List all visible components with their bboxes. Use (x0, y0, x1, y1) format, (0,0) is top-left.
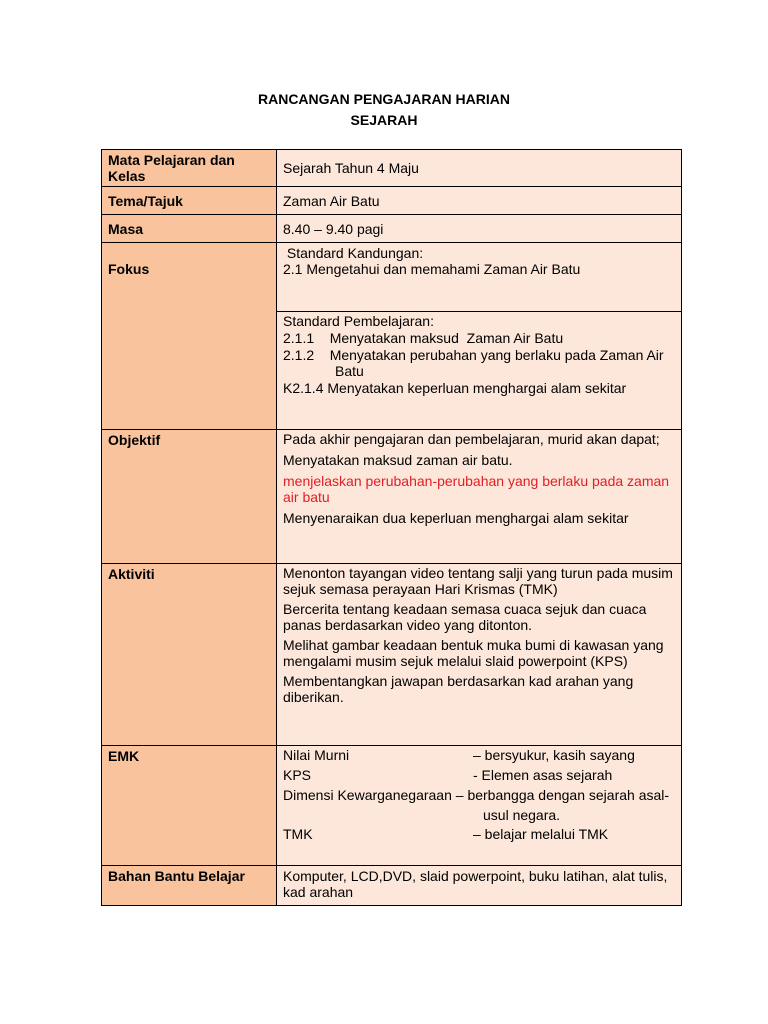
page-title: RANCANGAN PENGAJARAN HARIAN (257, 91, 510, 107)
table-row (102, 243, 682, 312)
table-row (102, 746, 682, 866)
label-bahan: Bahan Bantu Belajar (102, 866, 277, 906)
label-masa: Masa (102, 215, 277, 243)
fokus-sp-item: 2.1.2 Menyatakan perubahan yang berlaku pada Zaman Air (283, 347, 664, 363)
objektif-intro: Pada akhir pengajaran dan pembelajaran, murid akan dapat; (283, 431, 660, 447)
value-mata-pelajaran: Sejarah Tahun 4 Maju (277, 150, 682, 187)
table-row (102, 150, 682, 187)
fokus-sp-item: 2.1.1 Menyatakan maksud Zaman Air Batu (283, 330, 564, 346)
value-fokus-sk (277, 243, 682, 312)
emk-tmk (283, 826, 675, 842)
fokus-sk-item: 2.1 Mengetahui dan memahami Zaman Air Batu (283, 261, 581, 277)
objektif-item: menjelaskan perubahan-perubahan yang berlaku pada zaman air batu (283, 473, 670, 505)
emk-kps-value: - Elemen asas sejarah (473, 767, 613, 783)
emk-nilai-key: Nilai Murni (283, 747, 350, 763)
fokus-sp-heading: Standard Pembelajaran: (283, 313, 434, 329)
table-row (102, 866, 682, 906)
objektif-item: Menyatakan maksud zaman air batu. (283, 452, 513, 468)
aktiviti-item: Melihat gambar keadaan bentuk muka bumi di kawasan yang mengalami musim sejuk melalui slaid powerpoint (KPS) (283, 637, 664, 669)
fokus-sk-heading: Standard Kandungan: (283, 245, 424, 261)
table-row (102, 215, 682, 243)
label-fokus: Fokus (102, 243, 277, 430)
emk-nilai (283, 747, 675, 763)
label-emk: EMK (102, 746, 277, 866)
emk-kps (283, 767, 675, 783)
emk-kps-key: KPS (283, 767, 312, 783)
value-tema: Zaman Air Batu (277, 187, 682, 215)
value-objektif (277, 430, 682, 564)
aktiviti-item: Membentangkan jawapan berdasarkan kad arahan yang diberikan. (283, 673, 634, 705)
table-row (102, 564, 682, 746)
emk-dimensi: Dimensi Kewarganegaraan – berbangga dengan sejarah asal- (283, 787, 670, 803)
emk-tmk-value: – belajar melalui TMK (473, 826, 609, 842)
emk-nilai-value: – bersyukur, kasih sayang (473, 747, 635, 763)
fokus-sp-item: Batu (335, 363, 364, 379)
value-emk (277, 746, 682, 866)
label-tema: Tema/Tajuk (102, 187, 277, 215)
label-objektif: Objektif (102, 430, 277, 564)
lesson-plan-table (101, 149, 682, 906)
objektif-item: Menyenaraikan dua keperluan menghargai alam sekitar (283, 510, 629, 526)
emk-dimensi-cont: usul negara. (483, 807, 561, 823)
value-fokus-sp (277, 312, 682, 430)
label-aktiviti: Aktiviti (102, 564, 277, 746)
page-subtitle: SEJARAH (350, 112, 418, 128)
fokus-sp-item: K2.1.4 Menyatakan keperluan menghargai alam sekitar (283, 380, 627, 396)
aktiviti-item: Bercerita tentang keadaan semasa cuaca sejuk dan cuaca panas berdasarkan video yang ditonton. (283, 601, 647, 633)
table-row (102, 430, 682, 564)
aktiviti-item: Menonton tayangan video tentang salji yang turun pada musim sejuk semasa perayaan Hari Krismas (TMK) (283, 565, 673, 597)
emk-tmk-key: TMK (283, 826, 313, 842)
value-bahan: Komputer, LCD,DVD, slaid powerpoint, buku latihan, alat tulis, kad arahan (277, 866, 682, 906)
label-mata-pelajaran: Mata Pelajaran dan Kelas (102, 150, 277, 187)
table-row (102, 187, 682, 215)
value-masa: 8.40 – 9.40 pagi (277, 215, 682, 243)
value-aktiviti (277, 564, 682, 746)
